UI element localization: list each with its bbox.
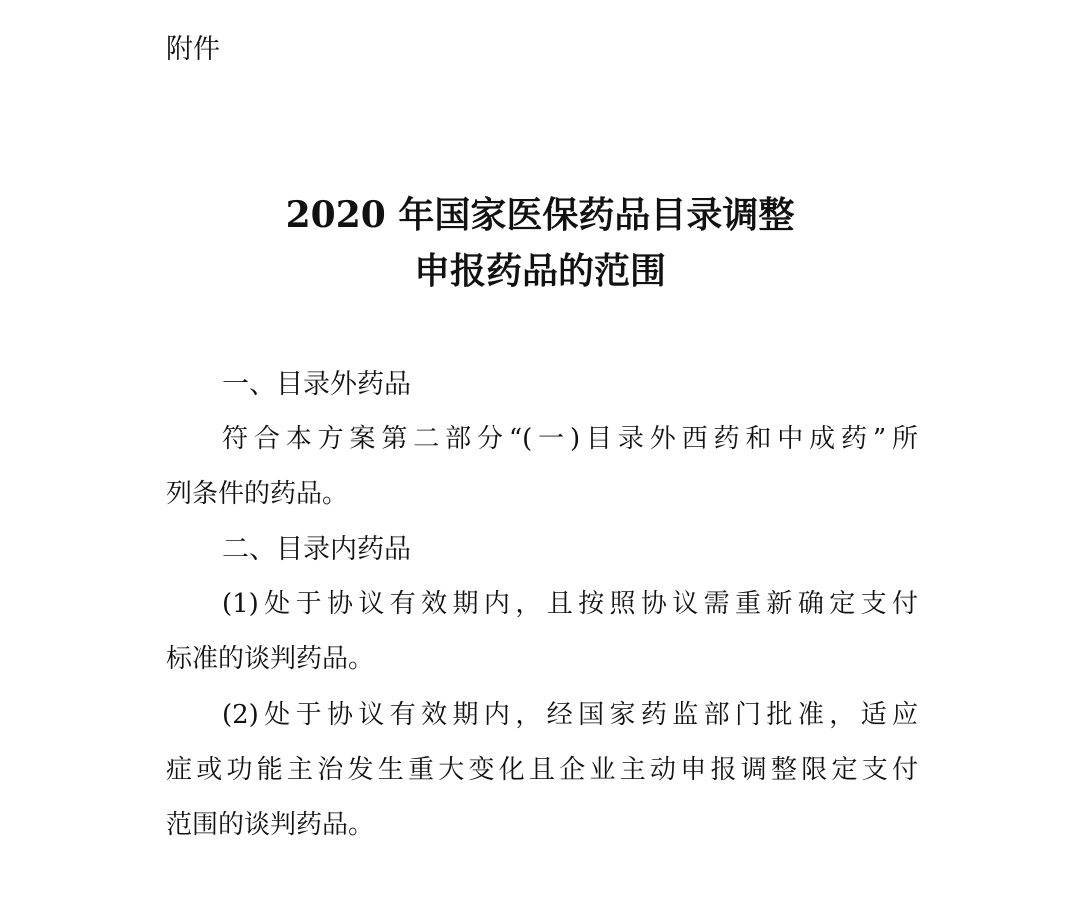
paragraph-line: 符合本方案第二部分“(一)目录外西药和中成药”所: [222, 424, 918, 454]
paragraph-line: (1)处于协议有效期内，且按照协议需重新确定支付: [222, 589, 918, 619]
section-heading-inside-catalog: 二、目录内药品: [222, 534, 411, 565]
paragraph-line: 列条件的药品。: [166, 479, 349, 509]
paragraph-outside-catalog: [166, 412, 918, 522]
document-title-line-2: 申报药品的范围: [413, 250, 666, 292]
paragraph-inside-catalog-2: [166, 688, 918, 853]
attachment-label: 附件: [166, 34, 220, 65]
paragraph-inside-catalog-1: [166, 577, 918, 687]
paragraph-line: 标准的谈判药品。: [166, 644, 375, 674]
section-heading-outside-catalog: 一、目录外药品: [222, 369, 411, 400]
paragraph-line: 范围的谈判药品。: [166, 810, 375, 840]
paragraph-line: (2)处于协议有效期内，经国家药监部门批准，适应: [222, 700, 918, 730]
document-title-line-1: 2020 年国家医保药品目录调整: [285, 194, 795, 236]
paragraph-line: 症或功能主治发生重大变化且企业主动申报调整限定支付: [166, 755, 918, 785]
